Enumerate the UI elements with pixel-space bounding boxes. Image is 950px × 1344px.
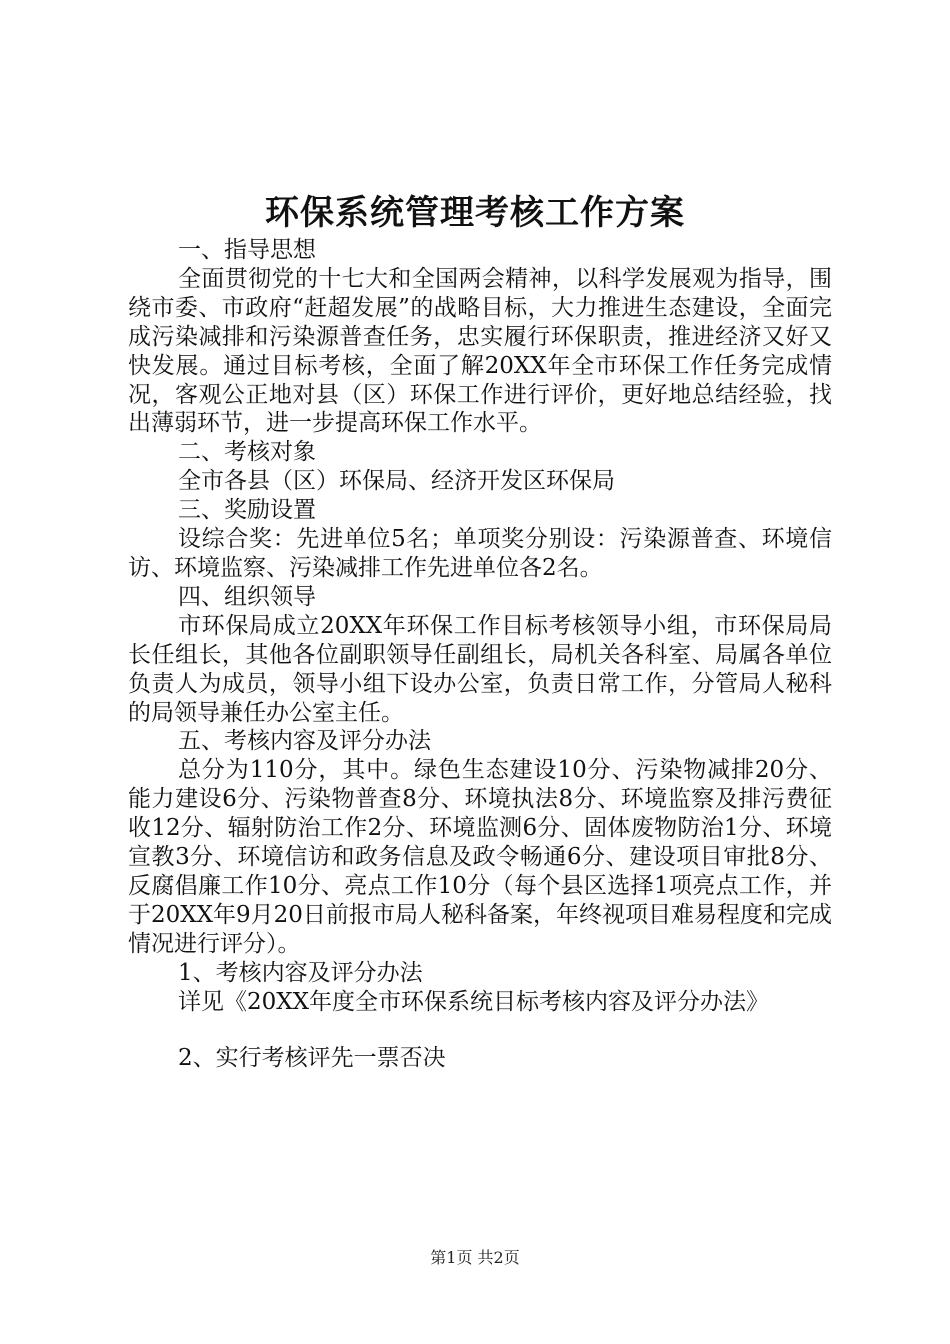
paragraph-assessment-targets: 全市各县（区）环保局、经济开发区环保局: [178, 468, 615, 495]
paragraph-see-details: 详见《20XX年度全市环保系统目标考核内容及评分办法》: [178, 988, 770, 1015]
section-heading-assessment-targets: 二、考核对象: [178, 439, 316, 466]
page-footer: 第1页 共2页: [430, 1248, 520, 1267]
paragraph-awards: 设综合奖：先进单位5名；单项奖分别设：污染源普查、环境信访、环境监察、污染减排工作先进单位各2名。: [128, 526, 832, 581]
subheading-one-vote-veto: 2、实行考核评先一票否决: [178, 1045, 446, 1072]
paragraph-guiding-ideology: 全面贯彻党的十七大和全国两会精神，以科学发展观为指导，围绕市委、市政府“赶超发展”的战略目标，大力推进生态建设，全面完成污染减排和污染源普查任务，忠实履行环保职责，推进经济又好又快发展。通过目标考核，全面了解20XX年全市环保工作任务完成情况，客观公正地对县（区）环保工作进行评价，更好地总结经验，找出薄弱环节，进一步提高环保工作水平。: [128, 265, 832, 437]
paragraph-content-scoring: 总分为110分，其中。绿色生态建设10分、污染物减排20分、能力建设6分、污染物普查8分、环境执法8分、环境监察及排污费征收12分、辐射防治工作2分、环境监测6分、固体废物防治1分、环境宣教3分、环境信访和政务信息及政令畅通6分、建设项目审批8分、反腐倡廉工作10分、亮点工作10分（每个县区选择1项亮点工作，并于20XX年9月20日前报市局人秘科备案，年终视项目难易程度和完成情况进行评分）。: [128, 757, 832, 957]
section-heading-guiding-ideology: 一、指导思想: [178, 237, 316, 263]
document-body: [128, 236, 832, 1073]
section-heading-awards: 三、奖励设置: [178, 497, 316, 524]
section-heading-content-scoring: 五、考核内容及评分办法: [178, 728, 431, 755]
subheading-content-scoring: 1、考核内容及评分办法: [178, 959, 423, 986]
section-heading-organization: 四、组织领导: [178, 583, 316, 610]
paragraph-organization: 市环保局成立20XX年环保工作目标考核领导小组，市环保局局长任组长，其他各位副职领导任副组长，局机关各科室、局属各单位负责人为成员，领导小组下设办公室，负责日常工作，分管局人秘科的局领导兼任办公室主任。: [128, 612, 832, 726]
document-title: 环保系统管理考核工作方案: [265, 193, 685, 233]
